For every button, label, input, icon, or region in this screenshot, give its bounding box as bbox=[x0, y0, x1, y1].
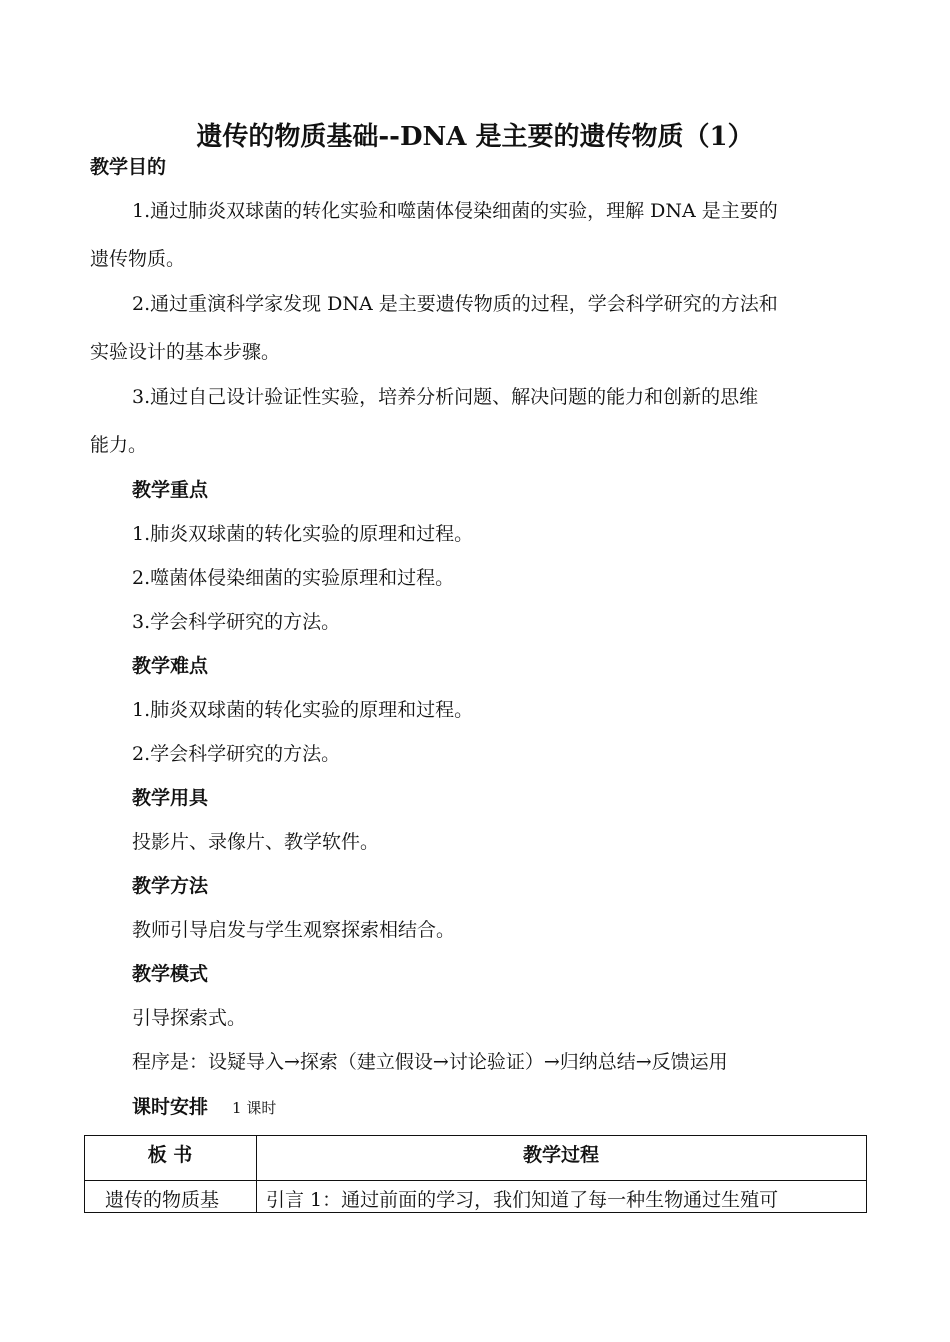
tools-text: 投影片、录像片、教学软件。 bbox=[132, 831, 380, 853]
table-header-process: 教学过程 bbox=[522, 1144, 599, 1166]
key-point-1: 1.肺炎双球菌的转化实验的原理和过程。 bbox=[132, 523, 474, 545]
table-cell-process: 引言 1：通过前面的学习，我们知道了每一种生物通过生殖可 bbox=[266, 1189, 779, 1211]
table-cell-board: 遗传的物质基 bbox=[105, 1189, 220, 1211]
difficult-point-2: 2.学会科学研究的方法。 bbox=[132, 743, 341, 765]
mode-text: 引导探索式。 bbox=[132, 1007, 247, 1029]
document-title: 遗传的物质基础--DNA 是主要的遗传物质（1） bbox=[196, 122, 754, 152]
schedule-heading: 课时安排 bbox=[132, 1096, 209, 1118]
difficult-points-heading: 教学难点 bbox=[132, 655, 209, 677]
objective-3-line2: 能力。 bbox=[90, 434, 148, 456]
method-heading: 教学方法 bbox=[132, 875, 209, 897]
tools-heading: 教学用具 bbox=[132, 787, 209, 809]
mode-heading: 教学模式 bbox=[132, 963, 209, 985]
objective-3-line1: 3.通过自己设计验证性实验，培养分析问题、解决问题的能力和创新的思维 bbox=[132, 386, 759, 408]
objective-2-line2: 实验设计的基本步骤。 bbox=[90, 341, 281, 363]
method-text: 教师引导启发与学生观察探索相结合。 bbox=[132, 919, 456, 941]
mode-procedure: 程序是：设疑导入→探索（建立假设→讨论验证）→归纳总结→反馈运用 bbox=[132, 1051, 728, 1073]
table-row-divider bbox=[84, 1180, 867, 1181]
objective-1-line1: 1.通过肺炎双球菌的转化实验和噬菌体侵染细菌的实验，理解 DNA 是主要的 bbox=[132, 200, 778, 222]
key-point-2: 2.噬菌体侵染细菌的实验原理和过程。 bbox=[132, 567, 455, 589]
key-points-heading: 教学重点 bbox=[132, 479, 209, 501]
table-header-board: 板 书 bbox=[147, 1144, 193, 1166]
key-point-3: 3.学会科学研究的方法。 bbox=[132, 611, 341, 633]
difficult-point-1: 1.肺炎双球菌的转化实验的原理和过程。 bbox=[132, 699, 474, 721]
objectives-heading: 教学目的 bbox=[90, 156, 167, 178]
schedule-value: 1 课时 bbox=[232, 1099, 277, 1117]
objective-1-line2: 遗传物质。 bbox=[90, 248, 186, 270]
schedule-line bbox=[132, 1094, 276, 1121]
objective-2-line1: 2.通过重演科学家发现 DNA 是主要遗传物质的过程，学会科学研究的方法和 bbox=[132, 293, 778, 315]
